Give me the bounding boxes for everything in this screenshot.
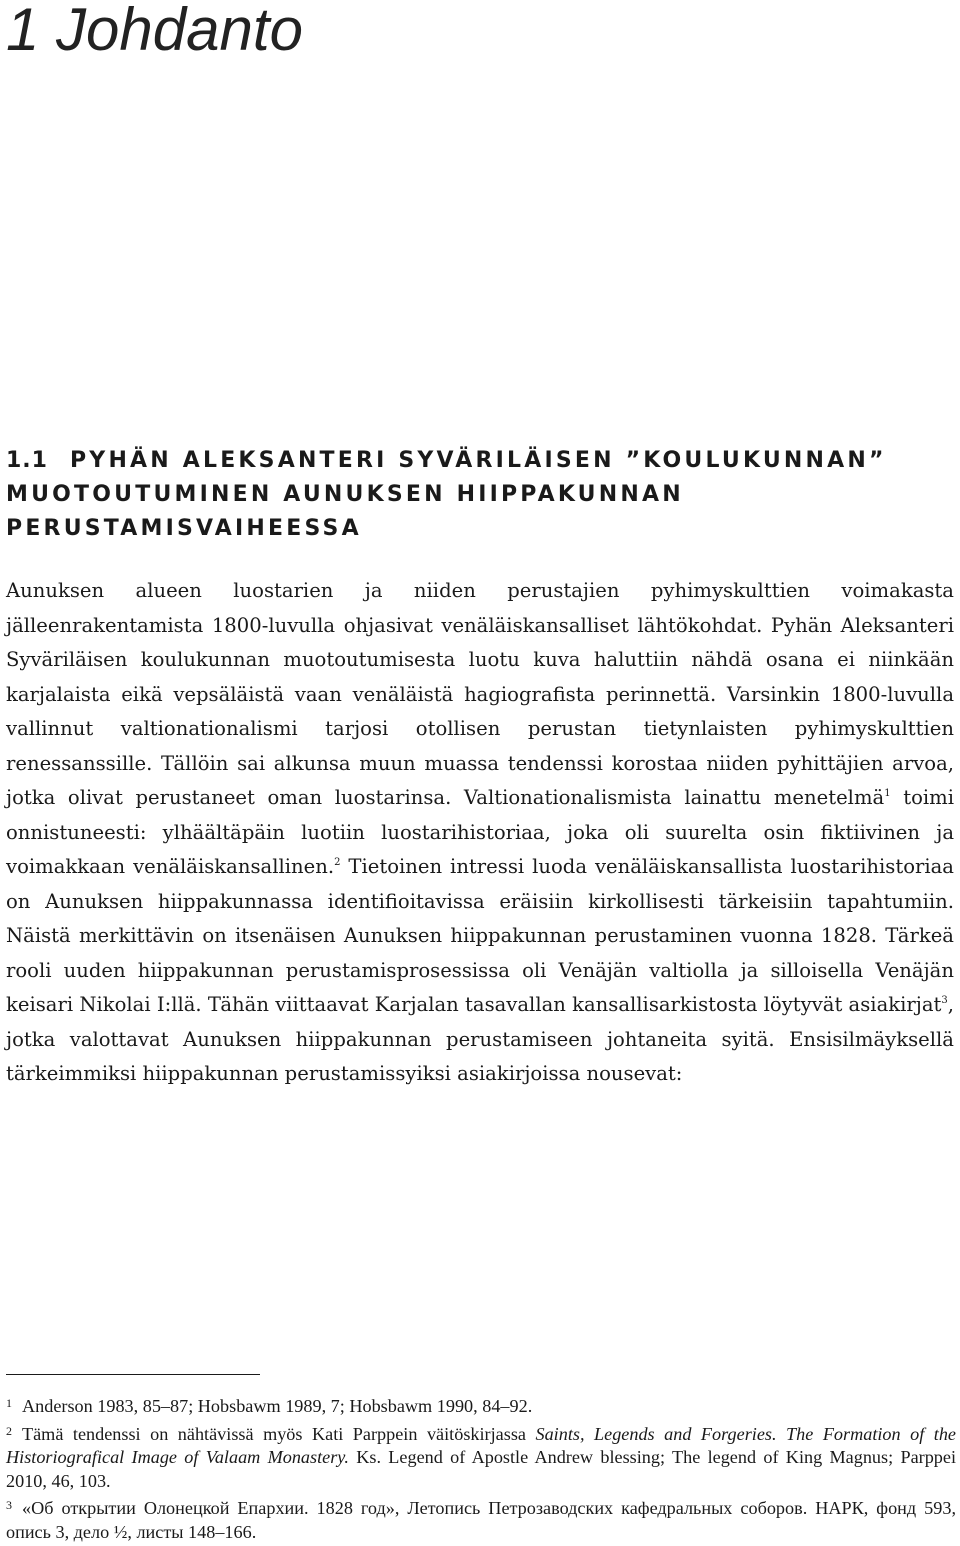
body-segment-4: , jotka valottavat Aunuksen hiippakunnan perustamiseen johtaneita syitä. Ensisilmäyksellä tärkeimmiksi hiippakunnan perustamissyiksi asiakirjoissa nousevat:: [6, 993, 954, 1085]
body-paragraph: [6, 574, 954, 1092]
footnote-ref-2[interactable]: 2: [334, 857, 341, 868]
footnote-text-after: Ks. Legend of Apostle Andrew blessing; The legend of King Magnus; Parppei 2010, 46, 103.: [6, 1447, 957, 1491]
body-segment-3: Tietoinen intressi luoda venäläiskansallista luostarihistoriaa on Aunuksen hiippakunnassa identifioitavissa eräisiin kirkollisesti tärkeisiin tapahtumiin. Näistä merkittävin on itsenäisen Aunuksen hiippakunnan perustaminen vuonna 1828. Tärkeä rooli uuden hiippakunnan perustamisprosessissa oli Venäjän valtiolla ja silloisella Venäjän keisari Nikolai I:llä. Tähän viittaavat Karjalan tasavallan kansallisarkistosta löytyvät asiakirjat: [6, 855, 954, 1016]
section-title: PYHÄN ALEKSANTERI SYVÄRILÄISEN ”KOULUKUNNAN” MUOTOUTUMINEN AUNUKSEN HIIPPAKUNNAN PERUSTAMISVAIHEESSA: [6, 448, 887, 541]
chapter-title: [6, 0, 303, 66]
chapter-title-text: Johdanto: [56, 0, 303, 63]
footnote-separator: [6, 1374, 260, 1375]
footnote-2: [6, 1420, 956, 1494]
footnote-text: «Об открытии Олонецкой Епархии. 1828 год», Летопись Петрозаводских кафедральных соборов. НАРК, фонд 593, опись 3, дело ½, листы 148–166.: [6, 1498, 956, 1542]
section-heading: [6, 444, 956, 546]
chapter-number: 1: [6, 0, 40, 63]
footnote-number: 1: [6, 1396, 12, 1410]
body-segment-2: toimi onnistuneesti: ylhäältäpäin luotiin luostarihistoriaa, joka oli suurelta osin fiktiivinen ja voimakkaan venäläiskansallinen.: [6, 786, 954, 878]
footnote-book-title: Saints, Legends and Forgeries. The Formation of the Historiografical Image of Valaam Monastery.: [6, 1423, 956, 1468]
footnote-text: Tämä tendenssi on nähtävissä myös Kati Parppein väitöskirjassa: [22, 1423, 536, 1444]
footnote-number: 3: [6, 1498, 12, 1513]
footnote-3: [6, 1494, 956, 1544]
body-segment-1: Aunuksen alueen luostarien ja niiden perustajien pyhimyskulttien voimakasta jälleenrakentamista 1800-luvulla ohjasivat venäläiskansalliset lähtökohdat. Pyhän Aleksanteri Syväriläisen koulukunnan muotoutumisesta luotu kuva haluttiin nähdä osana ei niinkään karjalaista eikä vepsäläistä vaan venäläistä hagiografista perinnettä. Varsinkin 1800-luvulla vallinnut valtionationalismi tarjosi otollisen perustan tietynlaisten pyhimyskulttien renessanssille. Tällöin sai alkunsa muun muassa tendenssi korostaa niiden pyhittäjien arvoa, jotka olivat perustaneet oman luostarinsa. Valtionationalismista lainattu menetelmä: [6, 579, 954, 809]
footnote-1: [6, 1392, 956, 1419]
footnotes: [6, 1392, 956, 1546]
footnote-ref-1[interactable]: 1: [884, 788, 891, 799]
footnote-text: Anderson 1983, 85–87; Hobsbawm 1989, 7; Hobsbawm 1990, 84–92.: [22, 1396, 533, 1416]
footnote-ref-3[interactable]: 3: [941, 995, 948, 1006]
footnote-number: 2: [6, 1423, 12, 1438]
section-number: 1.1: [6, 448, 48, 473]
